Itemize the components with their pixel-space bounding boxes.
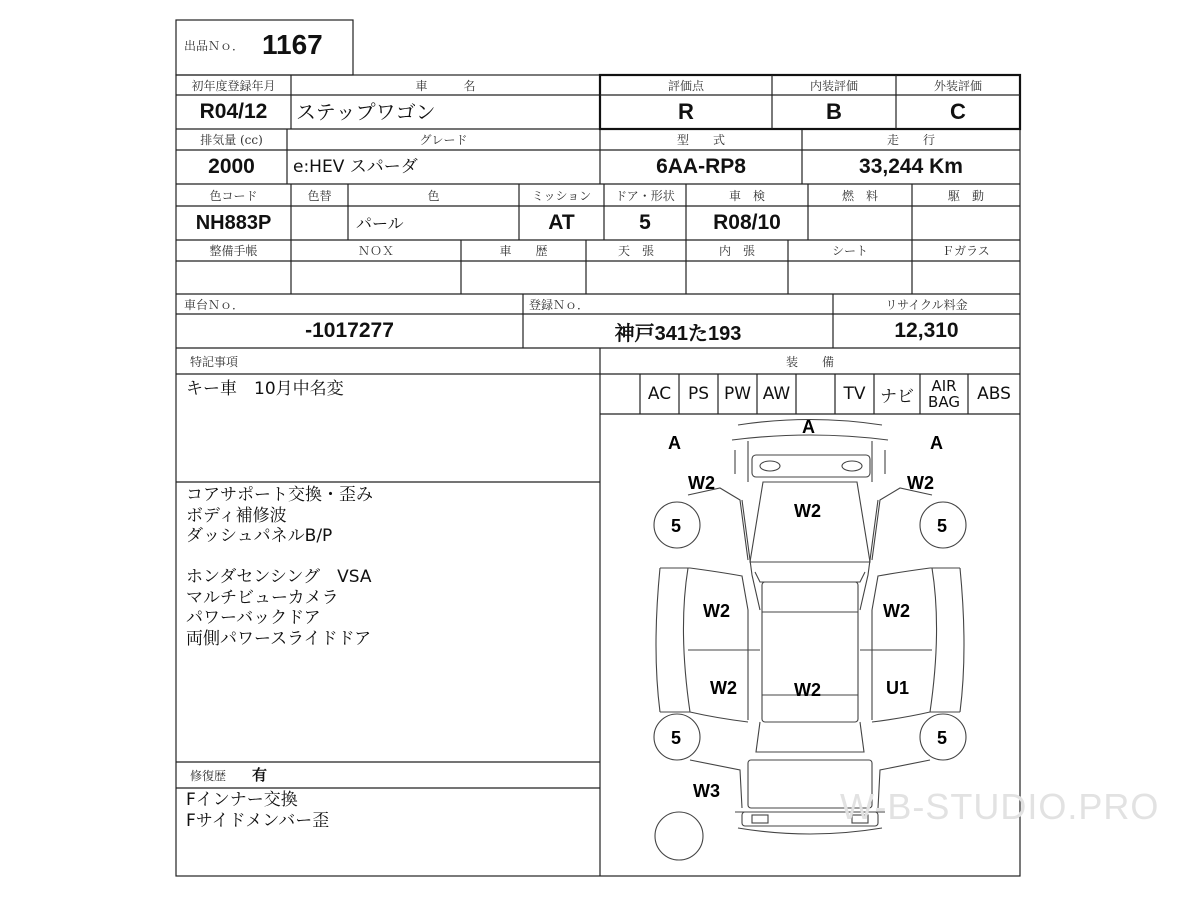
exterior-grade-value: C bbox=[950, 99, 966, 124]
notes-line: マルチビューカメラ bbox=[186, 587, 339, 608]
repair-history-label: 修復歴 bbox=[190, 768, 227, 783]
repair-details bbox=[186, 790, 329, 832]
damage-mark-front-bumper: A bbox=[802, 417, 815, 437]
grade-value: e:HEV スパーダ bbox=[293, 156, 418, 177]
damage-mark-left-fender: W2 bbox=[688, 473, 715, 493]
model-code-label: 型 式 bbox=[676, 133, 725, 147]
notes-label: 特記事項 bbox=[190, 354, 239, 369]
interior-trim-label: 内 張 bbox=[718, 244, 755, 258]
fuel-label: 燃 料 bbox=[841, 188, 878, 203]
inspection-label: 車 検 bbox=[728, 188, 765, 203]
interior-grade-label: 内装評価 bbox=[809, 78, 858, 93]
color-code-value: NH883P bbox=[195, 211, 272, 234]
damage-mark-front-left-wheel: 5 bbox=[671, 516, 682, 536]
inspection-value: R08/10 bbox=[713, 211, 781, 234]
lot-number-label: 出品Ｎｏ． bbox=[184, 38, 245, 53]
car-name-value: ステップワゴン bbox=[296, 99, 436, 124]
exterior-grade-label: 外装評価 bbox=[933, 78, 982, 93]
notes-line-1: キー車 10月中名変 bbox=[186, 379, 344, 399]
color-value: パール bbox=[356, 213, 404, 233]
equipment-abs: ABS bbox=[977, 384, 1011, 404]
equipment-navi: ナビ bbox=[880, 386, 914, 407]
transmission-label: ミッション bbox=[531, 188, 592, 203]
notes-line bbox=[186, 547, 596, 568]
damage-mark-left-front-door: W2 bbox=[703, 601, 730, 621]
registration-number-label: 登録Ｎｏ． bbox=[529, 297, 590, 312]
registration-number-value: 神戸341た193 bbox=[614, 322, 742, 345]
score-value: R bbox=[678, 99, 694, 124]
color-change-label: 色替 bbox=[307, 188, 332, 203]
model-code-value: 6AA-RP8 bbox=[656, 155, 746, 178]
car-name-label: 車 名 bbox=[415, 78, 476, 93]
watermark: W-B-STUDIO.PRO bbox=[840, 786, 1160, 827]
mileage-label: 走 行 bbox=[886, 133, 935, 147]
repair-line: Fインナー交換 bbox=[186, 790, 298, 810]
interior-grade-value: B bbox=[826, 99, 842, 124]
headliner-label: 天 張 bbox=[617, 244, 654, 258]
equipment-aw: AW bbox=[762, 384, 791, 404]
notes-line: ボディ補修波 bbox=[186, 505, 287, 526]
grade-label: グレード bbox=[419, 133, 468, 147]
doors-label: ドア・形状 bbox=[615, 188, 675, 203]
notes-line: コアサポート交換・歪み bbox=[186, 485, 373, 505]
damage-mark-rear-right-wheel: 5 bbox=[937, 728, 948, 748]
lot-number: 1167 bbox=[262, 29, 323, 60]
chassis-number-value: -1017277 bbox=[305, 319, 394, 342]
nox-label: ＮＯＸ bbox=[357, 244, 394, 258]
reg-date-value: R04/12 bbox=[199, 100, 268, 123]
damage-mark-front-right: A bbox=[930, 433, 943, 453]
seat-label: シート bbox=[831, 244, 868, 258]
recycle-fee-label: リサイクル料金 bbox=[885, 297, 968, 312]
equipment-pw: PW bbox=[723, 384, 752, 404]
equipment-label: 装 備 bbox=[785, 354, 834, 369]
mileage-value: 33,244 Km bbox=[859, 155, 963, 178]
reg-date-label: 初年度登録年月 bbox=[191, 78, 276, 93]
vehicle-history-label: 車 歴 bbox=[499, 244, 548, 258]
notes-line: ダッシュパネルB/P bbox=[186, 526, 333, 546]
notes-line: ホンダセンシング VSA bbox=[186, 567, 372, 587]
drive-label: 駆 動 bbox=[947, 188, 984, 203]
front-glass-label: Ｆガラス bbox=[942, 244, 990, 258]
damage-mark-right-fender: W2 bbox=[907, 473, 934, 493]
notes-line: 両側パワースライドドア bbox=[186, 628, 372, 649]
displacement-value: 2000 bbox=[208, 155, 255, 178]
damage-mark-hood: W2 bbox=[794, 501, 821, 521]
equipment-airbag: AIR BAG bbox=[928, 377, 960, 411]
damage-mark-right-front-door: W2 bbox=[883, 601, 910, 621]
damage-mark-right-rear-door: U1 bbox=[886, 678, 910, 698]
displacement-label: 排気量 (cc) bbox=[200, 133, 263, 147]
damage-mark-rear-left-wheel: 5 bbox=[671, 728, 682, 748]
equipment-ac: AC bbox=[647, 384, 672, 404]
damage-mark-front-right-wheel: 5 bbox=[937, 516, 948, 536]
damage-mark-front-left: A bbox=[668, 433, 681, 453]
damage-mark-rear-left-quarter: W3 bbox=[693, 781, 720, 801]
equipment-blank bbox=[796, 374, 835, 414]
transmission-value: AT bbox=[548, 211, 575, 234]
color-label: 色 bbox=[427, 188, 440, 203]
notes-body bbox=[186, 485, 596, 649]
repair-history-value: 有 bbox=[252, 765, 268, 784]
equipment-ps: PS bbox=[687, 384, 710, 404]
recycle-fee-value: 12,310 bbox=[894, 319, 959, 342]
repair-line: Fサイドメンバー歪 bbox=[186, 811, 330, 831]
equipment-tv: TV bbox=[843, 384, 866, 404]
maintenance-book-label: 整備手帳 bbox=[209, 244, 258, 258]
chassis-number-label: 車台Ｎｏ． bbox=[184, 297, 245, 312]
damage-mark-left-rear-door: W2 bbox=[710, 678, 737, 698]
color-code-label: 色コード bbox=[209, 188, 258, 203]
damage-mark-roof: W2 bbox=[794, 680, 821, 700]
notes-line: パワーバックドア bbox=[186, 608, 321, 628]
doors-value: 5 bbox=[639, 211, 651, 234]
score-label: 評価点 bbox=[667, 78, 704, 93]
